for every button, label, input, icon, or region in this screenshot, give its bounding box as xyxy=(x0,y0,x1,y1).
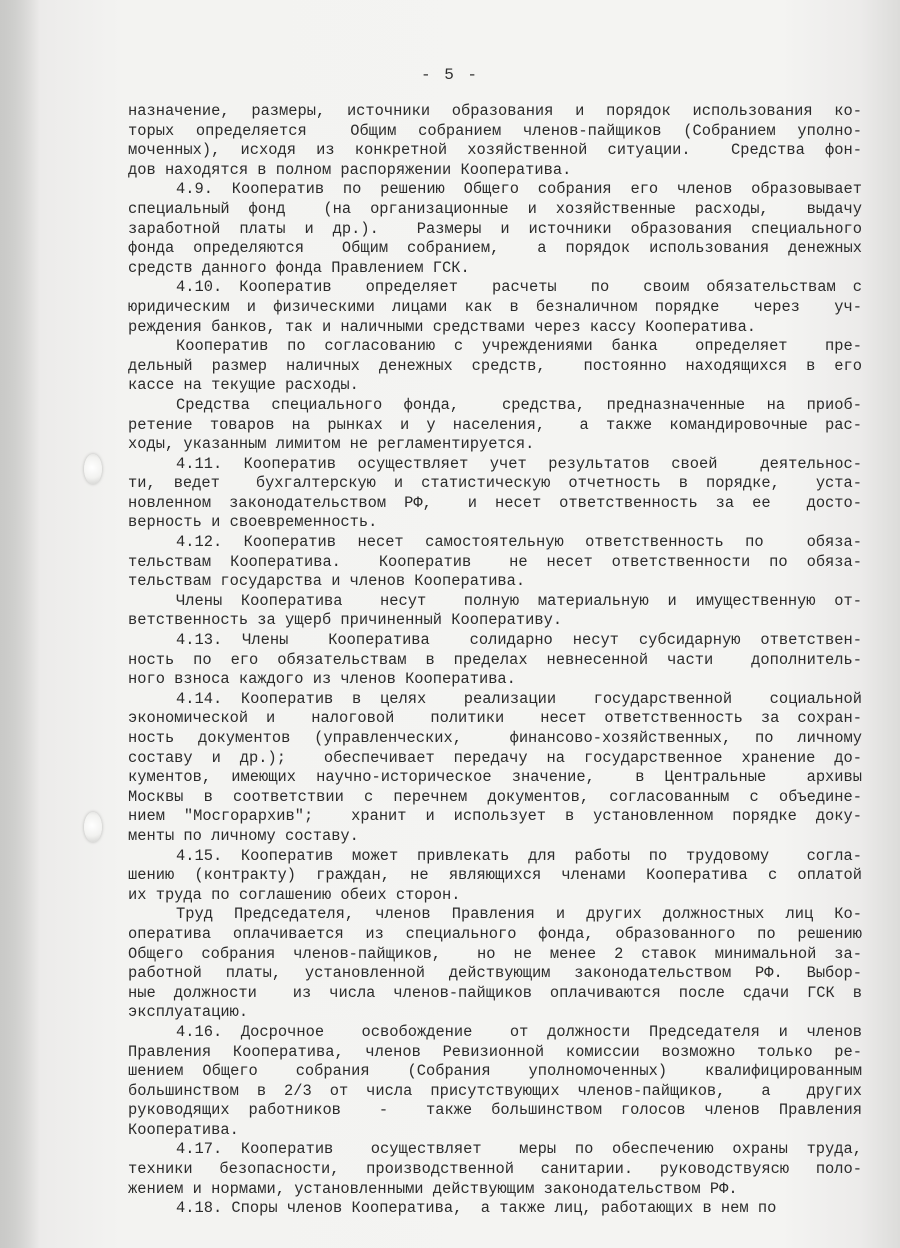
text-line: ного взноса каждого из членов Кооператива. xyxy=(128,670,516,689)
text-line: Кооператив по согласованию с учреждениями банка определяет пре- xyxy=(176,337,862,356)
text-line: ность по его обязательствам в пределах невнесенной части дополнитель- xyxy=(128,650,862,669)
text-line: верность и своевременность. xyxy=(128,513,378,532)
text-line: 4.17. Кооператив осуществляет меры по обеспечению охраны труда, xyxy=(176,1140,862,1159)
text-line: нием "Мосгорархив"; хранит и использует в установленном порядке доку- xyxy=(128,807,862,826)
text-line: эксплуатацию. xyxy=(128,1003,249,1022)
text-line: Средства специального фонда, средства, предназначенные на приоб- xyxy=(176,395,862,414)
text-line: новленном законодательством РФ, и несет ответственность за ее досто- xyxy=(128,493,862,512)
text-line: Общего собрания членов-пайщиков, но не менее 2 ставок минимальной за- xyxy=(128,944,862,963)
text-line: тельствам Кооператива. Кооператив не несет ответственности по обяза- xyxy=(128,552,862,571)
text-line: кументов, имеющих научно-историческое значение, в Центральные архивы xyxy=(128,768,862,787)
text-line: кассе на текущие расходы. xyxy=(128,376,359,395)
text-line: торых определяется Общим собранием членов-пайщиков (Собранием уполно- xyxy=(128,121,862,140)
text-line: юридическим и физическими лицами как в безналичном порядке через уч- xyxy=(128,297,862,316)
text-line: Кооператива. xyxy=(128,1120,239,1139)
text-line: шением Общего собрания (Собрания уполномоченных) квалифицированным xyxy=(128,1062,862,1081)
text-line: ветственность за ущерб причиненный Кооперативу. xyxy=(128,611,563,630)
text-line: назначение, размеры, источники образования и порядок использования ко- xyxy=(128,102,862,120)
text-line: ходы, указанным лимитом не регламентируется. xyxy=(128,435,535,454)
text-line: 4.9. Кооператив по решению Общего собрания его членов образовывает xyxy=(176,180,862,199)
page-number: - 5 - xyxy=(420,66,479,84)
text-line: тельствам государства и членов Кооператива. xyxy=(128,572,526,591)
text-line: менты по личному составу. xyxy=(128,826,359,845)
text-line: работной платы, установленной действующим законодательством РФ. Выбор- xyxy=(128,964,862,983)
text-line: дельный размер наличных денежных средств, постоянно находящихся в его xyxy=(128,356,862,375)
text-line: 4.10. Кооператив определяет расчеты по своим обязательствам с xyxy=(176,278,862,297)
text-line: Труд Председателя, членов Правления и других должностных лиц Ко- xyxy=(176,905,862,924)
text-line: средств данного фонда Правлением ГСК. xyxy=(128,258,470,277)
text-line: моченных), исходя из конкретной хозяйственной ситуации. Средства фон- xyxy=(128,141,862,160)
text-line: дов находятся в полном распоряжении Кооператива. xyxy=(128,160,572,179)
page-edge-shadow xyxy=(0,0,40,1248)
text-line: их труда по соглашению обеих сторон. xyxy=(128,885,461,904)
text-line: составу и др.); обеспечивает передачу на государственное хранение до- xyxy=(128,748,862,767)
text-line: ретение товаров на рынках и у населения, а также командировочные рас- xyxy=(128,415,862,434)
text-line: 4.14. Кооператив в целях реализации государственной социальной xyxy=(176,689,862,708)
text-line: 4.15. Кооператив может привлекать для работы по трудовому согла- xyxy=(176,846,862,865)
text-line: специальный фонд (на организационные и хозяйственные расходы, выдачу xyxy=(128,199,862,218)
text-line: фонда определяются Общим собранием, а порядок использования денежных xyxy=(128,239,862,258)
text-line: руководящих работников - также большинством голосов членов Правления xyxy=(128,1101,862,1120)
text-line: реждения банков, так и наличными средствами через кассу Кооператива. xyxy=(128,317,757,336)
text-line: Москвы в соответствии с перечнем документов, согласованным с объедине- xyxy=(128,787,862,806)
text-line: заработной платы и др.). Размеры и источники образования специального xyxy=(128,219,862,238)
text-line: ные должности из числа членов-пайщиков оплачиваются после сдачи ГСК в xyxy=(128,983,862,1002)
punch-hole-bottom xyxy=(84,812,102,842)
text-line: 4.18. Споры членов Кооператива, а также лиц, работающих в нем по xyxy=(176,1199,777,1218)
text-line: 4.16. Досрочное освобождение от должности Председателя и членов xyxy=(176,1022,862,1041)
text-line: большинством в 2/3 от числа присутствующих членов-пайщиков, а других xyxy=(128,1081,862,1100)
text-line: Правления Кооператива, членов Ревизионной комиссии возможно только ре- xyxy=(128,1042,862,1061)
text-line: оператива оплачивается из специального фонда, образованного по решению xyxy=(128,924,862,943)
text-line: 4.13. Члены Кооператива солидарно несут субсидарную ответствен- xyxy=(176,631,862,650)
text-line: 4.11. Кооператив осуществляет учет результатов своей деятельнос- xyxy=(176,454,862,473)
text-line: ти, ведет бухгалтерскую и статистическую отчетность в порядке, уста- xyxy=(128,474,862,493)
text-line: техники безопасности, производственной санитарии. руководствуясю поло- xyxy=(128,1160,862,1179)
text-line: Члены Кооператива несут полную материальную и имущественную от- xyxy=(176,591,862,610)
text-line: экономической и налоговой политики несет ответственность за сохран- xyxy=(128,709,862,728)
document-body xyxy=(128,102,862,1219)
text-line: жением и нормами, установленными действующим законодательством РФ. xyxy=(128,1179,738,1198)
punch-hole-top xyxy=(84,454,102,484)
text-line: 4.12. Кооператив несет самостоятельную ответственность по обяза- xyxy=(176,533,862,552)
text-line: шению (контракту) граждан, не являющихся членами Кооператива с оплатой xyxy=(128,866,862,885)
text-line: ность документов (управленческих, финансово-хозяйственных, по личному xyxy=(128,729,862,747)
